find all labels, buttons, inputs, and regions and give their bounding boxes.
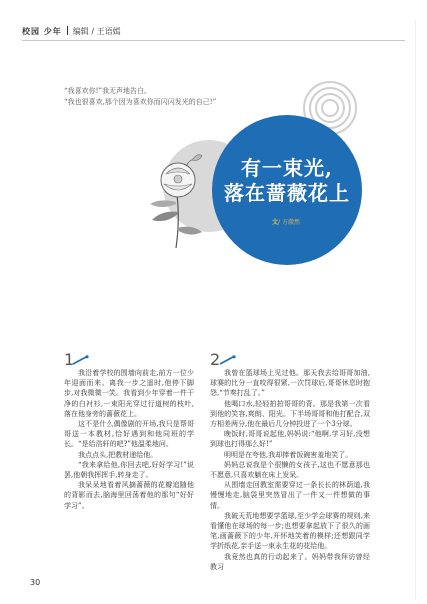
section-1-body: [64, 368, 194, 511]
quote-line: “我喜欢你!”我无声地告白。: [64, 87, 151, 95]
paragraph: 妈妈总说我是个很懒的女孩子,这也不愿意那也不愿意,只喜欢躺在床上发呆。: [210, 460, 370, 480]
page-header: [22, 26, 121, 37]
pen-icon: [219, 355, 237, 365]
paragraph: 从围墙走回教室需要穿过一条长长的林荫道,我慢慢地走,脑袋里突然冒出了一件又一件想做的事情。: [210, 481, 370, 510]
article-title-line-2: 落在蔷薇花上: [224, 181, 350, 205]
paragraph: 我竟然也真的行动起来了。妈妈带我拜访曾经教习: [210, 552, 370, 571]
paragraph: 我曾在篮球场上见过他。那天我去给哥哥加油,球赛的比分一直咬得很紧,一次罚球后,哥哥休息时抱怨,“节奏打乱了。”: [210, 369, 370, 398]
author-credit: [272, 217, 300, 226]
column-name: 校园 少年: [22, 27, 62, 36]
quote-line: “我也很喜欢,那个因为喜欢你而闪闪发光的自己!”: [64, 98, 217, 106]
section-2-body: [210, 368, 370, 572]
paragraph: 我呆呆地看着风摘蔷薇的花瓣追随他的背影而去,脑海里回荡着他的那句“好好学习”。: [64, 481, 194, 510]
paragraph: 明明是在夸他,我却捧着饭碗害羞地笑了。: [224, 450, 353, 459]
paragraph: 我破天荒地想要学篮球,至少学会球赛的规则,来看懂他在球场的每一步;也想要拿起放下了很久的画笔,画蔷薇下的少年,开怀地笑着的模样;还想跟同学学折纸花,亲手送一束永生花的花给他。: [210, 511, 370, 551]
header-divider: [67, 26, 68, 35]
article-title-line-1: 有一束光,: [241, 156, 333, 180]
pen-icon: [72, 355, 90, 365]
section-number-1: 1: [64, 350, 75, 369]
header-rule: [22, 40, 405, 41]
section-number-2: 2: [210, 350, 221, 369]
paragraph: 我点点头,把教材递给他。: [78, 450, 158, 459]
page-number: 30: [30, 578, 41, 587]
editor-credit: 编辑 / 王语嫣: [72, 27, 121, 36]
page-edge-rail: [415, 20, 416, 600]
intro-quote: [64, 86, 304, 108]
rose-illustration: [132, 140, 222, 250]
paragraph: 这不是什么偶像剧的开场,我只是帮哥哥送一本教材,恰好遇到和他同班的学长。“是给浩轩的吧?”他温柔地问。: [64, 420, 194, 449]
author-name: / 方澈然: [278, 219, 300, 226]
paragraph: “我来拿给他,你回去吧,好好学习!”说罢,他朝我挥挥手,转身走了。: [64, 460, 194, 480]
author-prefix: 文: [272, 219, 279, 226]
paragraph: 我沿着学校的围墙向前走,前方一位少年迎面而来。离我一步之遥时,他停下脚步,对我微微一笑。我看到少年穿着一件干净的白衬衫,一束阳光穿过行道树的枝叶,落在他身旁的蔷薇花上。: [64, 369, 194, 418]
paragraph: 晚饭时,哥哥说起他,妈妈说:“他啊,学习好,没想到球也打得那么好!”: [210, 430, 370, 449]
paragraph: 他喝口水,轻轻拍拍哥哥的背。那是我第一次看到他的笑容,爽朗、阳光。下半场哥哥和他打配合,双方相差两分,他在最后几分钟投进了一个3分球。: [210, 399, 370, 429]
